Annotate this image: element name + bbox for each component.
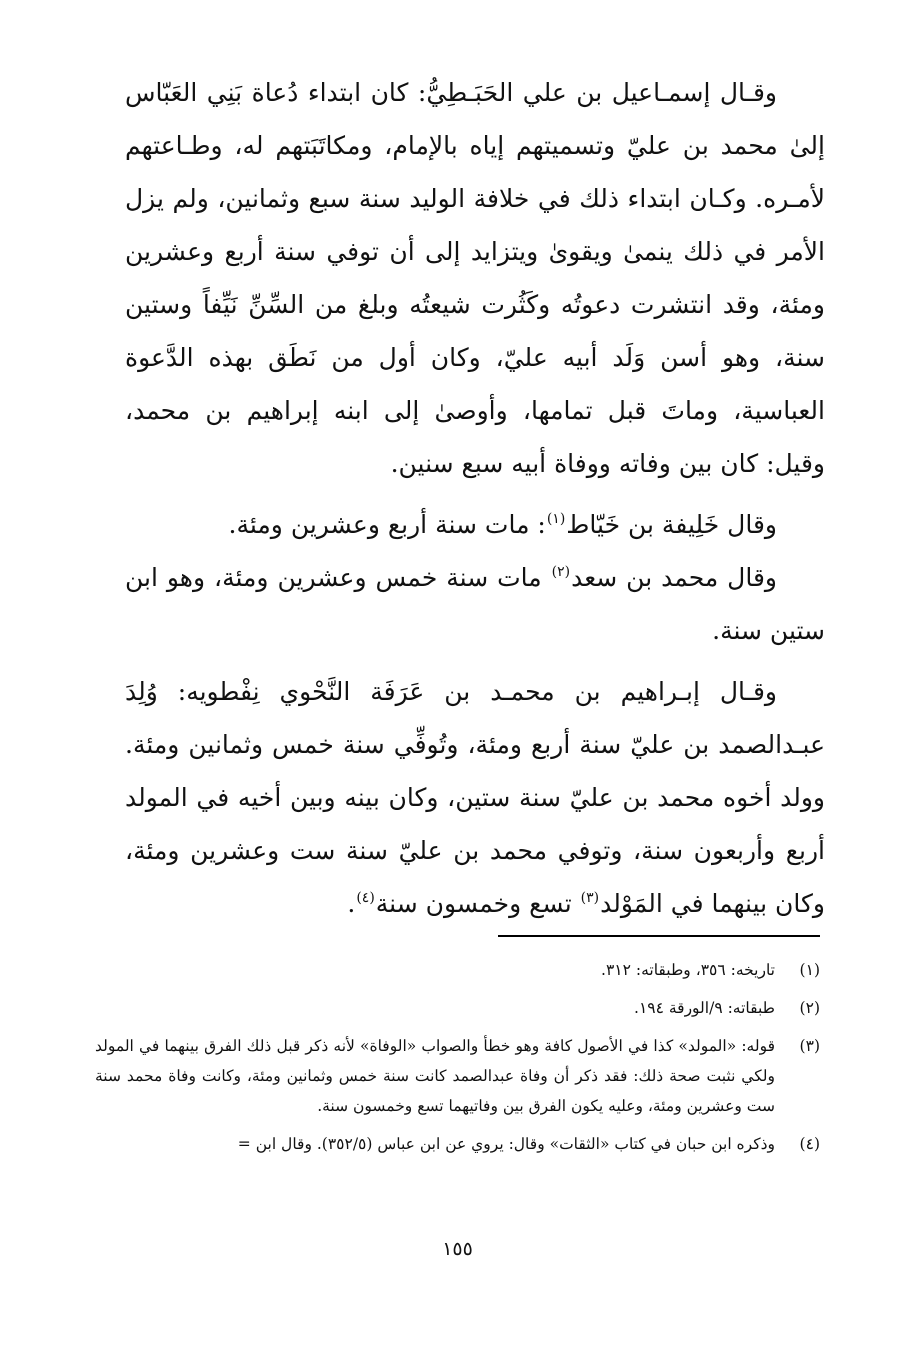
paragraph bbox=[125, 498, 825, 551]
footnote bbox=[95, 993, 820, 1023]
paragraph bbox=[125, 66, 825, 490]
footnote-text: وذكره ابن حبان في كتاب «الثقات» وقال: يروي عن ابن عباس (٣٥٢/٥). وقال ابن = bbox=[237, 1135, 775, 1153]
footnote-reference: (١) bbox=[546, 511, 566, 527]
footnote-number: (٢) bbox=[799, 999, 820, 1017]
text-run: . bbox=[347, 889, 356, 918]
footnote-text: طبقاته: ٩/الورقة ١٩٤. bbox=[634, 999, 775, 1017]
text-run: وقال خَلِيفة بن خَيّاط bbox=[566, 510, 777, 539]
paragraph bbox=[125, 665, 825, 930]
footnote-number: (١) bbox=[799, 961, 820, 979]
footnotes bbox=[95, 955, 820, 1167]
page-number: ١٥٥ bbox=[442, 1238, 473, 1260]
text-run: تسع وخمسون سنة bbox=[375, 889, 580, 918]
footnote-reference: (٢) bbox=[551, 564, 571, 580]
footnote-text: قوله: «المولد» كذا في الأصول كافة وهو خطأ والصواب «الوفاة» لأنه ذكر قبل ذلك الفرق بينهما في المولد ولكي نثبت صحة ذلك: فقد ذكر أن وفاة عبدالصمد كانت سنة خمس وثمانين ومئة، وكانت وفاة محمد سنة ست وعشرين ومئة، وعليه يكون الفرق بين وفاتيهما تسع وخمسون سنة. bbox=[95, 1037, 775, 1115]
footnote-text: تاريخه: ٣٥٦، وطبقاته: ٣١٢. bbox=[601, 961, 775, 979]
text-run: وقـال إسمـاعيل بن علي الحَبَـطِيُّ: كان ابتداء دُعاة بَنِي العَبّاس إلىٰ محمد بن عليّ وتسميتهم إياه بالإمام، ومكاتَبَتهم له، وطـاعتهم لأمـره. وكـان ابتداء ذلك في خلافة الوليد سنة سبع وثمانين، ولم يزل الأمر في ذلك ينمىٰ ويقوىٰ ويتزايد إلى أن توفي سنة أربع وعشرين ومئة، وقد انتشرت دعوتُه وكَثُرت شيعتُه وبلغ من السِّنِّ نَيِّفاً وستين سنة، وهو أسن وَلَد أبيه عليّ، وكان أول من نَطَق بهذه الدَّعوة العباسية، وماتَ قبل تمامها، وأوصىٰ إلى ابنه إبراهيم بن محمد، وقيل: كان بين وفاته ووفاة أبيه سبع سنين. bbox=[125, 78, 825, 478]
text-run: : مات سنة أربع وعشرين ومئة. bbox=[228, 510, 546, 539]
text-run: مات سنة خمس وعشرين ومئة، وهو ابن ستين سنة. bbox=[125, 563, 825, 645]
footnote-reference: (٣) bbox=[580, 890, 600, 906]
footnote bbox=[95, 955, 820, 985]
footnote bbox=[95, 1129, 820, 1159]
text-run: وقال محمد بن سعد bbox=[571, 563, 777, 592]
text-run: وقـال إبـراهيم بن محمـد بن عَرَفَة النَّحْوي نِفْطويه: وُلِدَ عبـدالصمد بن عليّ سنة أربع ومئة، وتُوفِّي سنة خمس وثمانين ومئة. وولد أخوه محمد بن عليّ سنة ستين، وكان بينه وبين أخيه في المولد أربع وأربعون سنة، وتوفي محمد بن عليّ سنة ست وعشرين ومئة، وكان بينهما في المَوْلد bbox=[125, 677, 825, 918]
main-text bbox=[125, 66, 825, 930]
footnote-reference: (٤) bbox=[356, 890, 375, 906]
paragraph bbox=[125, 551, 825, 657]
footnote-number: (٣) bbox=[799, 1037, 820, 1055]
footnote bbox=[95, 1031, 820, 1121]
footnote-number: (٤) bbox=[799, 1135, 820, 1153]
footnote-separator bbox=[498, 935, 820, 937]
